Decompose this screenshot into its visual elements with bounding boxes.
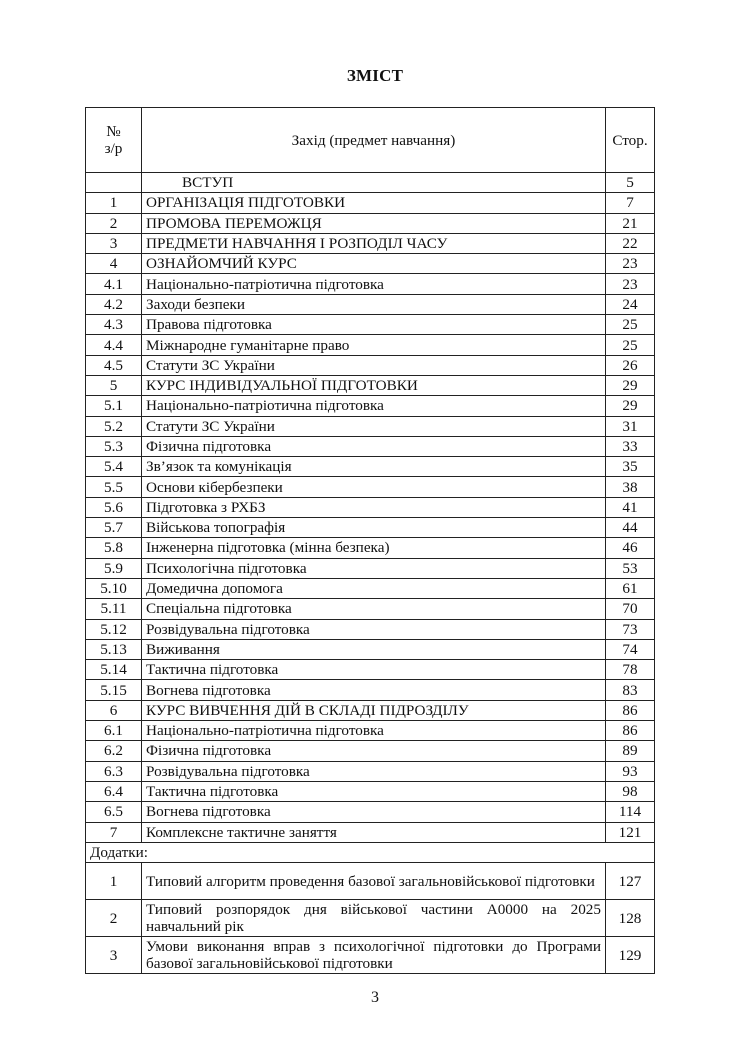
toc-row bbox=[86, 802, 655, 822]
row-page: 24 bbox=[606, 294, 655, 314]
toc-row bbox=[86, 680, 655, 700]
row-title: Міжнародне гуманітарне право bbox=[142, 335, 606, 355]
row-page: 31 bbox=[606, 416, 655, 436]
row-title: Психологічна підготовка bbox=[142, 558, 606, 578]
appendix-label-row bbox=[86, 842, 655, 862]
row-page: 70 bbox=[606, 599, 655, 619]
toc-row bbox=[86, 538, 655, 558]
row-title: Тактична підготовка bbox=[142, 781, 606, 801]
toc-row bbox=[86, 233, 655, 253]
row-page: 74 bbox=[606, 639, 655, 659]
row-page: 73 bbox=[606, 619, 655, 639]
toc-row bbox=[86, 558, 655, 578]
row-number bbox=[86, 173, 142, 193]
row-number: 5.6 bbox=[86, 497, 142, 517]
row-title: ОЗНАЙОМЧИЙ КУРС bbox=[142, 254, 606, 274]
row-title: Вогнева підготовка bbox=[142, 680, 606, 700]
row-page: 7 bbox=[606, 193, 655, 213]
row-number: 3 bbox=[86, 233, 142, 253]
row-page: 89 bbox=[606, 741, 655, 761]
toc-body bbox=[86, 173, 655, 974]
row-number: 6.5 bbox=[86, 802, 142, 822]
row-title: Національно-патріотична підготовка bbox=[142, 274, 606, 294]
toc-row bbox=[86, 639, 655, 659]
toc-row bbox=[86, 457, 655, 477]
toc-row bbox=[86, 599, 655, 619]
row-title: Національно-патріотична підготовка bbox=[142, 396, 606, 416]
toc-row bbox=[86, 822, 655, 842]
row-number: 5.4 bbox=[86, 457, 142, 477]
row-title: Підготовка з РХБЗ bbox=[142, 497, 606, 517]
table-header-row bbox=[86, 108, 655, 173]
row-title: Домедична допомога bbox=[142, 578, 606, 598]
row-page: 98 bbox=[606, 781, 655, 801]
row-title: Статути ЗС України bbox=[142, 416, 606, 436]
toc-row bbox=[86, 518, 655, 538]
row-number: 5.3 bbox=[86, 436, 142, 456]
row-page: 33 bbox=[606, 436, 655, 456]
row-number: 5.7 bbox=[86, 518, 142, 538]
row-number: 5.10 bbox=[86, 578, 142, 598]
row-page: 5 bbox=[606, 173, 655, 193]
appendix-row bbox=[86, 937, 655, 974]
row-number: 1 bbox=[86, 193, 142, 213]
row-title: Правова підготовка bbox=[142, 315, 606, 335]
row-number: 5.2 bbox=[86, 416, 142, 436]
appendix-title: Умови виконання вправ з психологічної підготовки до Програми базової загальновійськової підготовки bbox=[142, 937, 606, 974]
toc-row bbox=[86, 761, 655, 781]
row-number: 5.8 bbox=[86, 538, 142, 558]
row-number: 4.4 bbox=[86, 335, 142, 355]
toc-row bbox=[86, 254, 655, 274]
row-page: 35 bbox=[606, 457, 655, 477]
row-page: 53 bbox=[606, 558, 655, 578]
row-title: Зв’язок та комунікація bbox=[142, 457, 606, 477]
row-number: 5.5 bbox=[86, 477, 142, 497]
toc-row bbox=[86, 315, 655, 335]
row-number: 5 bbox=[86, 375, 142, 395]
intro-row bbox=[86, 173, 655, 193]
header-page: Стор. bbox=[606, 108, 655, 173]
row-title: Національно-патріотична підготовка bbox=[142, 721, 606, 741]
row-number: 5.14 bbox=[86, 660, 142, 680]
row-title: Статути ЗС України bbox=[142, 355, 606, 375]
appendix-page: 128 bbox=[606, 900, 655, 937]
row-page: 38 bbox=[606, 477, 655, 497]
row-title: Фізична підготовка bbox=[142, 741, 606, 761]
appendix-row bbox=[86, 863, 655, 900]
appendix-row bbox=[86, 900, 655, 937]
row-title: КУРС ІНДИВІДУАЛЬНОЇ ПІДГОТОВКИ bbox=[142, 375, 606, 395]
toc-row bbox=[86, 721, 655, 741]
toc-row bbox=[86, 193, 655, 213]
row-title: Інженерна підготовка (мінна безпека) bbox=[142, 538, 606, 558]
row-page: 21 bbox=[606, 213, 655, 233]
row-page: 121 bbox=[606, 822, 655, 842]
row-page: 41 bbox=[606, 497, 655, 517]
row-page: 29 bbox=[606, 375, 655, 395]
row-page: 86 bbox=[606, 700, 655, 720]
row-number: 6.1 bbox=[86, 721, 142, 741]
row-title: Комплексне тактичне заняття bbox=[142, 822, 606, 842]
row-title: Вогнева підготовка bbox=[142, 802, 606, 822]
header-number: № з/р bbox=[86, 108, 142, 173]
row-page: 61 bbox=[606, 578, 655, 598]
row-title: Військова топографія bbox=[142, 518, 606, 538]
toc-row bbox=[86, 375, 655, 395]
toc-row bbox=[86, 497, 655, 517]
appendix-label: Додатки: bbox=[86, 842, 655, 862]
row-page: 86 bbox=[606, 721, 655, 741]
toc-row bbox=[86, 477, 655, 497]
appendix-title: Типовий розпорядок дня військової частини А0000 на 2025 навчальний рік bbox=[142, 900, 606, 937]
toc-row bbox=[86, 781, 655, 801]
toc-row bbox=[86, 660, 655, 680]
row-number: 4.3 bbox=[86, 315, 142, 335]
toc-row bbox=[86, 274, 655, 294]
row-number: 5.15 bbox=[86, 680, 142, 700]
row-page: 78 bbox=[606, 660, 655, 680]
row-page: 29 bbox=[606, 396, 655, 416]
row-number: 5.1 bbox=[86, 396, 142, 416]
appendix-page: 127 bbox=[606, 863, 655, 900]
row-page: 25 bbox=[606, 335, 655, 355]
row-title: ВСТУП bbox=[142, 173, 606, 193]
row-page: 23 bbox=[606, 274, 655, 294]
appendix-page: 129 bbox=[606, 937, 655, 974]
row-page: 114 bbox=[606, 802, 655, 822]
appendix-number: 2 bbox=[86, 900, 142, 937]
row-title: ПРОМОВА ПЕРЕМОЖЦЯ bbox=[142, 213, 606, 233]
row-title: Заходи безпеки bbox=[142, 294, 606, 314]
row-page: 83 bbox=[606, 680, 655, 700]
row-number: 7 bbox=[86, 822, 142, 842]
document-title: ЗМІСТ bbox=[346, 66, 404, 85]
toc-row bbox=[86, 619, 655, 639]
row-number: 2 bbox=[86, 213, 142, 233]
header-title: Захід (предмет навчання) bbox=[142, 108, 606, 173]
row-title: ОРГАНІЗАЦІЯ ПІДГОТОВКИ bbox=[142, 193, 606, 213]
row-number: 6.2 bbox=[86, 741, 142, 761]
row-number: 4.2 bbox=[86, 294, 142, 314]
toc-row bbox=[86, 416, 655, 436]
row-page: 46 bbox=[606, 538, 655, 558]
row-title: Виживання bbox=[142, 639, 606, 659]
row-page: 23 bbox=[606, 254, 655, 274]
page-number: 3 bbox=[371, 989, 379, 1006]
toc-row bbox=[86, 700, 655, 720]
row-number: 5.13 bbox=[86, 639, 142, 659]
row-number: 4.5 bbox=[86, 355, 142, 375]
row-title: Спеціальна підготовка bbox=[142, 599, 606, 619]
toc-row bbox=[86, 294, 655, 314]
toc-row bbox=[86, 213, 655, 233]
row-number: 4.1 bbox=[86, 274, 142, 294]
row-title: Розвідувальна підготовка bbox=[142, 761, 606, 781]
row-number: 6.3 bbox=[86, 761, 142, 781]
toc-row bbox=[86, 355, 655, 375]
appendix-title: Типовий алгоритм проведення базової загальновійськової підготовки bbox=[142, 863, 606, 900]
table-of-contents bbox=[85, 107, 655, 974]
row-title: Фізична підготовка bbox=[142, 436, 606, 456]
toc-row bbox=[86, 741, 655, 761]
row-number: 6 bbox=[86, 700, 142, 720]
row-page: 25 bbox=[606, 315, 655, 335]
row-title: Розвідувальна підготовка bbox=[142, 619, 606, 639]
row-number: 6.4 bbox=[86, 781, 142, 801]
row-title: КУРС ВИВЧЕННЯ ДІЙ В СКЛАДІ ПІДРОЗДІЛУ bbox=[142, 700, 606, 720]
row-number: 5.11 bbox=[86, 599, 142, 619]
toc-row bbox=[86, 335, 655, 355]
row-number: 4 bbox=[86, 254, 142, 274]
row-title: Основи кібербезпеки bbox=[142, 477, 606, 497]
row-number: 5.12 bbox=[86, 619, 142, 639]
appendix-number: 1 bbox=[86, 863, 142, 900]
row-title: Тактична підготовка bbox=[142, 660, 606, 680]
toc-row bbox=[86, 396, 655, 416]
appendix-number: 3 bbox=[86, 937, 142, 974]
row-page: 93 bbox=[606, 761, 655, 781]
row-page: 44 bbox=[606, 518, 655, 538]
toc-row bbox=[86, 436, 655, 456]
row-title: ПРЕДМЕТИ НАВЧАННЯ І РОЗПОДІЛ ЧАСУ bbox=[142, 233, 606, 253]
toc-row bbox=[86, 578, 655, 598]
row-number: 5.9 bbox=[86, 558, 142, 578]
row-page: 26 bbox=[606, 355, 655, 375]
row-page: 22 bbox=[606, 233, 655, 253]
